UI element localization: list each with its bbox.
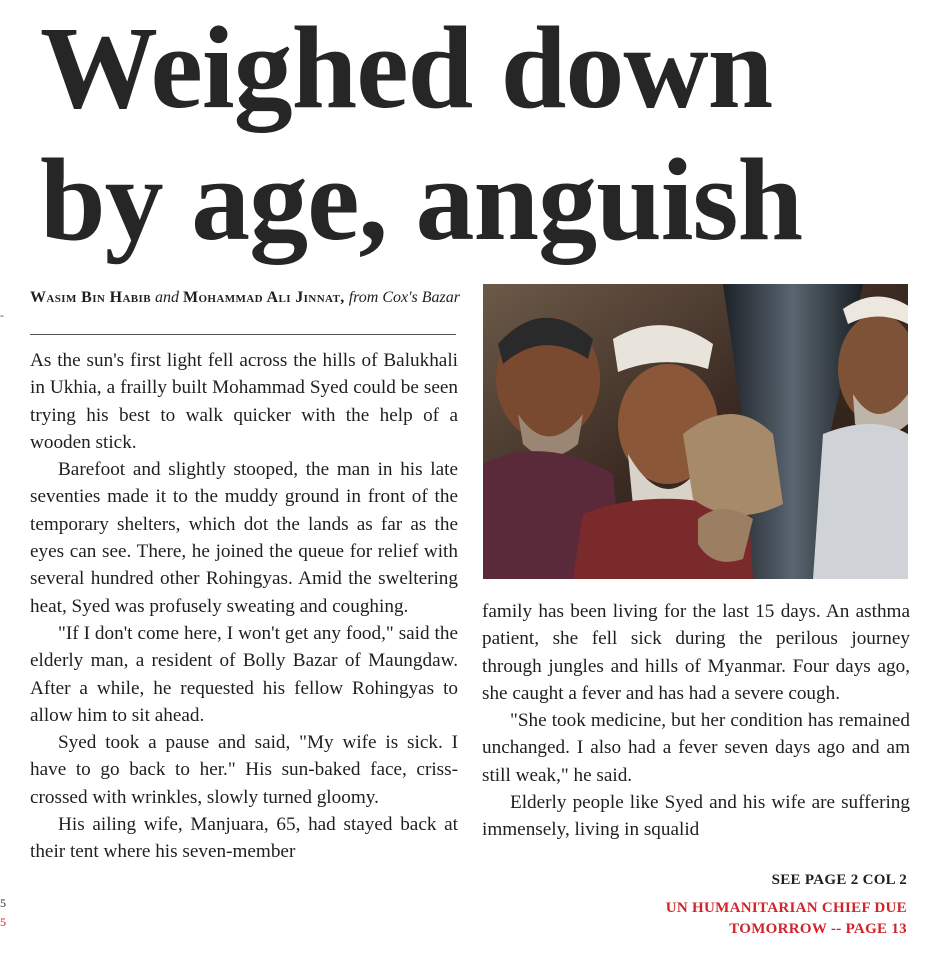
refer-box[interactable] bbox=[666, 898, 907, 940]
article-column-left bbox=[30, 347, 458, 866]
paragraph: As the sun's first light fell across the hills of Balukhali in Ukhia, a frailly built Mohammad Syed could be seen trying his best to walk quicker with the help of a wooden stick. bbox=[30, 350, 458, 453]
article-column-right bbox=[482, 598, 910, 844]
headline-line-1: Weighed down bbox=[40, 2, 773, 133]
byline-conjunction: and bbox=[154, 289, 179, 306]
refer-line-2: TOMORROW -- PAGE 13 bbox=[729, 921, 907, 937]
byline-location: from Cox's Bazar bbox=[348, 289, 460, 306]
refer-line-1: UN HUMANITARIAN CHIEF DUE bbox=[665, 900, 907, 916]
author-1: Wasim Bin Habib bbox=[30, 289, 151, 306]
news-photo bbox=[483, 284, 908, 579]
margin-mark: 5 bbox=[0, 896, 6, 910]
photo-illustration bbox=[483, 284, 908, 579]
paragraph: Elderly people like Syed and his wife are suffering immensely, living in squalid bbox=[482, 792, 910, 841]
byline bbox=[30, 287, 460, 309]
headline bbox=[40, 2, 940, 266]
margin-mark-red: 5 bbox=[0, 915, 6, 929]
paragraph: Barefoot and slightly stooped, the man in his late seventies made it to the muddy ground in front of the temporary shelters, which dot the lands as far as the eyes can see. There, he joined the queue for relief with several hundred other Rohingyas. Amid the sweltering heat, Syed was profusely sweating and coughing. bbox=[30, 459, 458, 617]
margin-tick: - bbox=[0, 308, 4, 322]
continuation-jump[interactable]: SEE PAGE 2 COL 2 bbox=[771, 872, 907, 888]
byline-rule bbox=[30, 334, 456, 335]
headline-line-2: by age, anguish bbox=[40, 134, 803, 265]
paragraph: Syed took a pause and said, "My wife is sick. I have to go back to her." His sun-baked face, criss-crossed with wrinkles, slowly turned gloomy. bbox=[30, 732, 458, 808]
paragraph: "She took medicine, but her condition has remained unchanged. I also had a fever seven days ago and am still weak," he said. bbox=[482, 710, 910, 786]
paragraph: His ailing wife, Manjuara, 65, had stayed back at their tent where his seven-member bbox=[30, 814, 458, 863]
paragraph: "If I don't come here, I won't get any food," said the elderly man, a resident of Bolly Bazar of Maungdaw. After a while, he requested his fellow Rohingyas to allow him to sit ahead. bbox=[30, 622, 458, 726]
paragraph: family has been living for the last 15 days. An asthma patient, she fell sick during the perilous journey through jungles and hills of Myanmar. Four days ago, she caught a fever and has had a severe cough. bbox=[482, 601, 910, 704]
author-2: Mohammad Ali Jinnat, bbox=[182, 289, 345, 306]
